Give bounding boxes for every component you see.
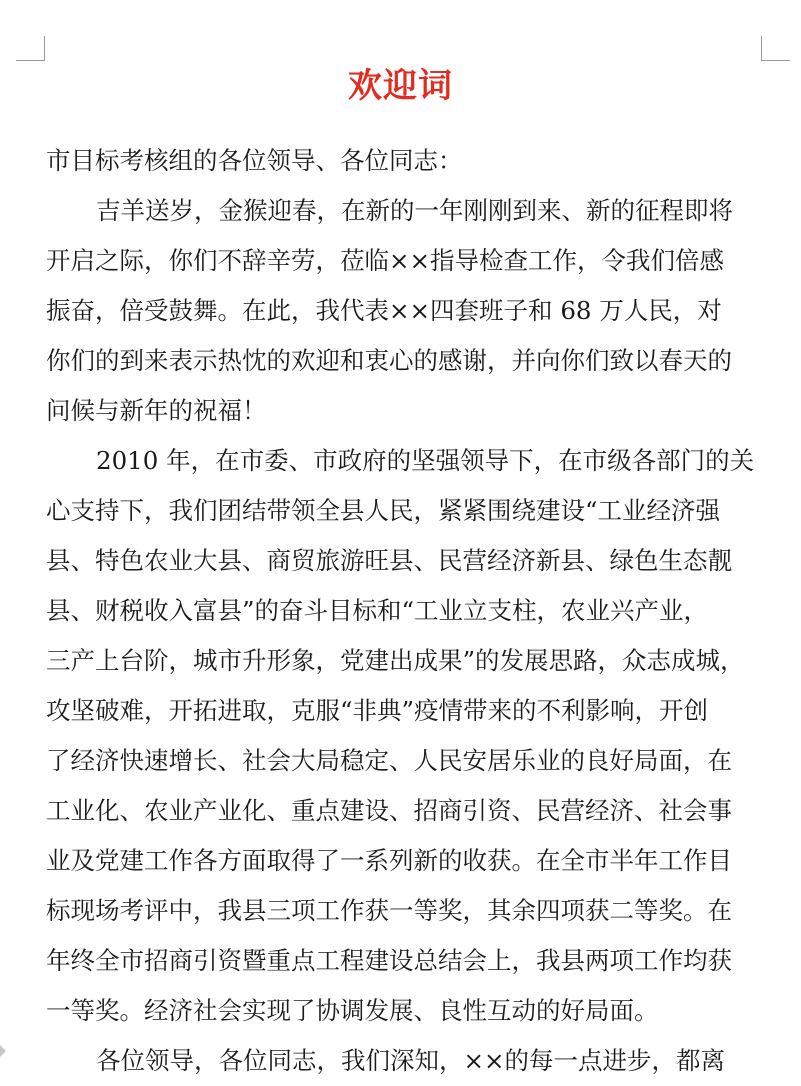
paragraph-2-line: 年终全市招商引资暨重点工程建设总结会上，我县两项工作均获 [46,946,732,975]
paragraph-2-line: 三产上台阶，城市升形象，党建出成果”的发展思路，众志成城， [46,646,745,675]
salutation: 市目标考核组的各位领导、各位同志： [46,146,463,175]
page-edge-marker [0,1045,6,1057]
paragraph-2-line: 业及党建工作各方面取得了一系列新的收获。在全市半年工作目 [46,846,732,875]
paragraph-2-line: 攻坚破难，开拓进取，克服“非典”疫情带来的不利影响，开创 [46,696,709,725]
paragraph-1-line: 问候与新年的祝福！ [46,396,267,425]
paragraph-2-line: 2010 年，在市委、市政府的坚强领导下，在市级各部门的关 [96,446,755,475]
page-corner-mark-top-left [16,36,45,61]
paragraph-2-line: 标现场考评中，我县三项工作获一等奖，其余四项获二等奖。在 [46,896,732,925]
paragraph-2-line: 了经济快速增长、社会大局稳定、人民安居乐业的良好局面，在 [46,746,732,775]
paragraph-2-line: 一等奖。经济社会实现了协调发展、良性互动的好局面。 [46,996,659,1025]
paragraph-2-line: 县、财税收入富县”的奋斗目标和“工业立支柱，农业兴产业， [46,596,709,625]
paragraph-3-line: 各位领导，各位同志，我们深知，××的每一点进步，都离 [96,1046,726,1075]
paragraph-2-line: 县、特色农业大县、商贸旅游旺县、民营经济新县、绿色生态靓 [46,546,732,575]
paragraph-1-line: 你们的到来表示热忱的欢迎和衷心的感谢，并向你们致以春天的 [46,346,732,375]
paragraph-2-line: 工业化、农业产业化、重点建设、招商引资、民营经济、社会事 [46,796,732,825]
page-corner-mark-top-right [761,36,790,61]
document-title: 欢迎词 [348,66,453,106]
paragraph-1-line: 吉羊送岁，金猴迎春，在新的一年刚刚到来、新的征程即将 [96,196,733,225]
paragraph-2-line: 心支持下，我们团结带领全县人民，紧紧围绕建设“工业经济强 [46,496,721,525]
paragraph-1-line: 振奋，倍受鼓舞。在此，我代表××四套班子和 68 万人民，对 [46,296,722,325]
paragraph-1-line: 开启之际，你们不辞辛劳，莅临××指导检查工作，令我们倍感 [46,246,725,275]
